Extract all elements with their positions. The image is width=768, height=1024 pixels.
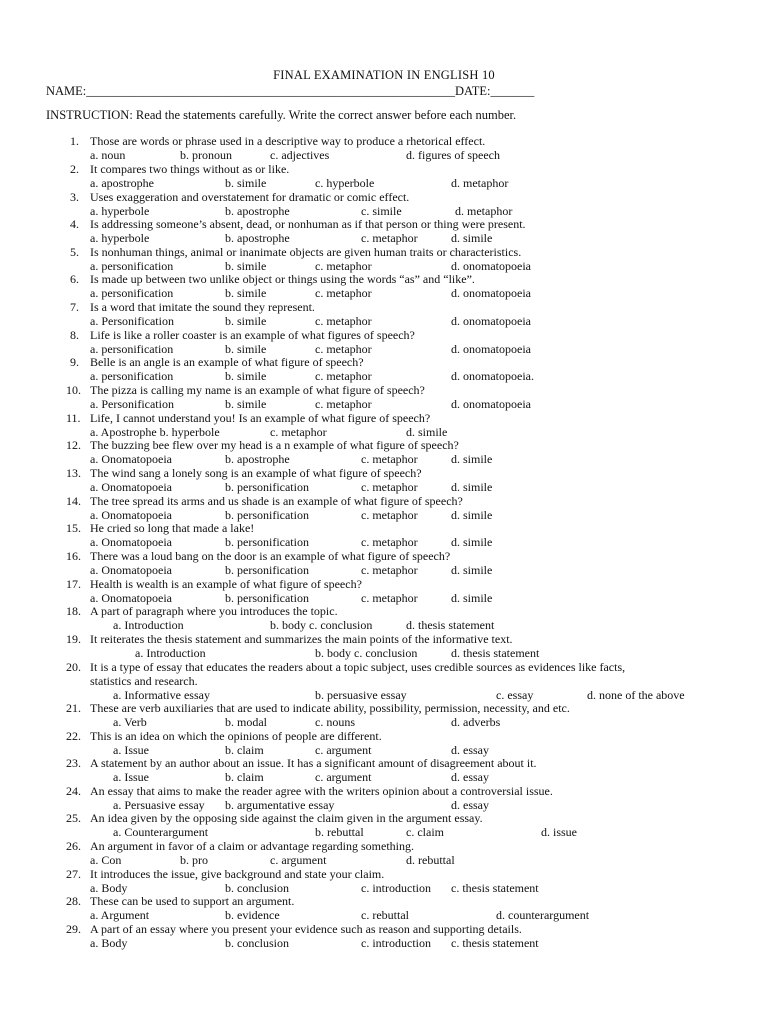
question-number: 13. xyxy=(66,466,81,480)
answer-choice: c. metaphor xyxy=(315,259,372,273)
question-text: An essay that aims to make the reader agree with the writers opinion about a controversial issue. xyxy=(90,784,553,798)
answer-choice: d. onomatopoeia xyxy=(451,342,531,356)
answer-choice: d. metaphor xyxy=(455,204,513,218)
answer-choice: c. rebuttal xyxy=(361,908,409,922)
question-number: 14. xyxy=(66,494,81,508)
answer-choice: a. Counterargument xyxy=(113,825,209,839)
answer-choice: a. Onomatopoeia xyxy=(90,535,172,549)
answer-choice: a. apostrophe xyxy=(90,176,154,190)
question-number: 10. xyxy=(66,383,81,397)
question-text-continued: statistics and research. xyxy=(90,674,198,688)
answer-choice: d. onomatopoeia. xyxy=(451,369,534,383)
answer-choice: b. persuasive essay xyxy=(315,688,407,702)
answer-choice: b. personification xyxy=(225,535,309,549)
question-text: It compares two things without as or like. xyxy=(90,162,290,176)
answer-choice: c. claim xyxy=(406,825,444,839)
question-text: Health is wealth is an example of what figure of speech? xyxy=(90,577,362,591)
answer-choice: b. apostrophe xyxy=(225,231,290,245)
answer-choice: d. onomatopoeia xyxy=(451,397,531,411)
answer-choice: c. hyperbole xyxy=(315,176,375,190)
question-text: This is an idea on which the opinions of people are different. xyxy=(90,729,382,743)
answer-choice: a. Issue xyxy=(113,770,149,784)
question-text: The buzzing bee flew over my head is a n example of what figure of speech? xyxy=(90,438,459,452)
answer-choice: b. argumentative essay xyxy=(225,798,335,812)
answer-choice: c. argument xyxy=(270,853,327,867)
answer-choice: c. metaphor xyxy=(361,535,418,549)
answer-choice: a. Onomatopoeia xyxy=(90,591,172,605)
answer-choice: a. Onomatopoeia xyxy=(90,508,172,522)
answer-choice: b. claim xyxy=(225,743,264,757)
question-number: 18. xyxy=(66,604,81,618)
answer-choice: a. personification xyxy=(90,342,174,356)
answer-choice: a. Body xyxy=(90,936,128,950)
question-text: It is a type of essay that educates the readers about a topic subject, uses credible sources as evidences like facts, xyxy=(90,660,626,674)
answer-choice: d. adverbs xyxy=(451,715,501,729)
answer-choice: b. simile xyxy=(225,286,267,300)
question-number: 6. xyxy=(70,272,79,286)
answer-choice: a. Personification xyxy=(90,314,174,328)
answer-choice: d. simile xyxy=(451,452,493,466)
answer-choice: c. metaphor xyxy=(315,286,372,300)
question-number: 23. xyxy=(66,756,81,770)
answer-choice: a. personification xyxy=(90,286,174,300)
answer-choice: b. pronoun xyxy=(180,148,232,162)
answer-choice: b. modal xyxy=(225,715,267,729)
question-text: An argument in favor of a claim or advantage regarding something. xyxy=(90,839,415,853)
answer-choice: b. personification xyxy=(225,563,309,577)
answer-choice: d. thesis statement xyxy=(451,646,540,660)
answer-choice: a. Onomatopoeia xyxy=(90,480,172,494)
question-number: 22. xyxy=(66,729,81,743)
question-number: 15. xyxy=(66,521,81,535)
answer-choice: d. simile xyxy=(406,425,448,439)
question-text: A statement by an author about an issue. It has a significant amount of disagreement about it. xyxy=(90,756,537,770)
answer-choice: b. apostrophe xyxy=(225,452,290,466)
question-text: The tree spread its arms and us shade is an example of what figure of speech? xyxy=(90,494,463,508)
answer-choice: d. simile xyxy=(451,563,493,577)
answer-choice: b. conclusion xyxy=(225,881,289,895)
answer-choice: c. metaphor xyxy=(315,369,372,383)
answer-choice: c. metaphor xyxy=(315,342,372,356)
question-number: 16. xyxy=(66,549,81,563)
question-text: The wind sang a lonely song is an example of what figure of speech? xyxy=(90,466,422,480)
answer-choice: d. issue xyxy=(541,825,577,839)
question-number: 7. xyxy=(70,300,79,314)
answer-choice: d. onomatopoeia xyxy=(451,314,531,328)
answer-choice: c. adjectives xyxy=(270,148,330,162)
answer-choice: c. thesis statement xyxy=(451,936,539,950)
answer-choice: d. simile xyxy=(451,535,493,549)
answer-choice: c. metaphor xyxy=(315,314,372,328)
question-number: 27. xyxy=(66,867,81,881)
question-text: These are verb auxiliaries that are used to indicate ability, possibility, permission, necessity, and etc. xyxy=(90,701,570,715)
answer-choice: a. personification xyxy=(90,259,174,273)
question-number: 28. xyxy=(66,894,81,908)
question-text: Is a word that imitate the sound they represent. xyxy=(90,300,315,314)
question-text: These can be used to support an argument. xyxy=(90,894,295,908)
question-text: Is addressing someone’s absent, dead, or nonhuman as if that person or thing were present. xyxy=(90,217,526,231)
answer-choice: b. rebuttal xyxy=(315,825,364,839)
answer-choice: b. simile xyxy=(225,176,267,190)
question-text: The pizza is calling my name is an example of what figure of speech? xyxy=(90,383,425,397)
answer-choice: a. hyperbole xyxy=(90,231,150,245)
answer-choice: c. simile xyxy=(361,204,402,218)
question-number: 9. xyxy=(70,355,79,369)
answer-choice: c. nouns xyxy=(315,715,355,729)
answer-choice: c. metaphor xyxy=(270,425,327,439)
answer-choice: b. simile xyxy=(225,342,267,356)
answer-choice: c. metaphor xyxy=(361,480,418,494)
answer-choice: d. simile xyxy=(451,231,493,245)
answer-choice: a. hyperbole xyxy=(90,204,150,218)
answer-choice: a. Apostrophe b. hyperbole xyxy=(90,425,220,439)
answer-choice: a. Verb xyxy=(113,715,147,729)
question-number: 21. xyxy=(66,701,81,715)
answer-choice: a. personification xyxy=(90,369,174,383)
answer-choice: d. simile xyxy=(451,480,493,494)
answer-choice: c. metaphor xyxy=(361,591,418,605)
answer-choice: d. rebuttal xyxy=(406,853,455,867)
answer-choice: c. metaphor xyxy=(315,397,372,411)
answer-choice: c. metaphor xyxy=(361,563,418,577)
question-text: Is made up between two unlike object or things using the words “as” and “like”. xyxy=(90,272,475,286)
question-text: Those are words or phrase used in a descriptive way to produce a rhetorical effect. xyxy=(90,134,486,148)
question-number: 2. xyxy=(70,162,79,176)
question-text: It introduces the issue, give background and state your claim. xyxy=(90,867,385,881)
question-number: 12. xyxy=(66,438,81,452)
answer-choice: d. figures of speech xyxy=(406,148,500,162)
answer-choice: d. counterargument xyxy=(496,908,590,922)
instruction-text: INSTRUCTION: Read the statements carefully. Write the correct answer before each number. xyxy=(46,108,517,122)
question-number: 4. xyxy=(70,217,79,231)
question-text: Belle is an angle is an example of what figure of speech? xyxy=(90,355,364,369)
question-number: 20. xyxy=(66,660,81,674)
answer-choice: a. Introduction xyxy=(135,646,206,660)
answer-choice: b. simile xyxy=(225,259,267,273)
answer-choice: d. onomatopoeia xyxy=(451,259,531,273)
answer-choice: d. simile xyxy=(451,508,493,522)
answer-choice: b. pro xyxy=(180,853,208,867)
question-text: A part of an essay where you present your evidence such as reason and supporting details. xyxy=(90,922,522,936)
question-number: 24. xyxy=(66,784,81,798)
question-number: 8. xyxy=(70,328,79,342)
answer-choice: c. thesis statement xyxy=(451,881,539,895)
answer-choice: d. metaphor xyxy=(451,176,509,190)
question-text: Is nonhuman things, animal or inanimate objects are given human traits or characteristics. xyxy=(90,245,522,259)
answer-choice: a. Onomatopoeia xyxy=(90,563,172,577)
answer-choice: d. none of the above xyxy=(587,688,685,702)
answer-choice: c. metaphor xyxy=(361,452,418,466)
answer-choice: a. Personification xyxy=(90,397,174,411)
answer-choice: d. essay xyxy=(451,743,489,757)
answer-choice: a. noun xyxy=(90,148,126,162)
question-text: A part of paragraph where you introduces the topic. xyxy=(90,604,338,618)
question-number: 19. xyxy=(66,632,81,646)
answer-choice: b. claim xyxy=(225,770,264,784)
answer-choice: d. onomatopoeia xyxy=(451,286,531,300)
answer-choice: b. body c. conclusion xyxy=(315,646,418,660)
answer-choice: c. metaphor xyxy=(361,231,418,245)
answer-choice: b. conclusion xyxy=(225,936,289,950)
question-number: 26. xyxy=(66,839,81,853)
answer-choice: c. essay xyxy=(496,688,534,702)
answer-choice: a. Introduction xyxy=(113,618,184,632)
answer-choice: c. argument xyxy=(315,770,372,784)
answer-choice: d. essay xyxy=(451,770,489,784)
answer-choice: a. Onomatopoeia xyxy=(90,452,172,466)
exam-title: FINAL EXAMINATION IN ENGLISH 10 xyxy=(273,68,495,82)
answer-choice: a. Informative essay xyxy=(113,688,210,702)
question-text: Uses exaggeration and overstatement for dramatic or comic effect. xyxy=(90,190,410,204)
question-number: 11. xyxy=(66,411,81,425)
question-number: 29. xyxy=(66,922,81,936)
answer-choice: b. personification xyxy=(225,480,309,494)
answer-choice: b. simile xyxy=(225,369,267,383)
answer-choice: d. thesis statement xyxy=(406,618,495,632)
question-number: 3. xyxy=(70,190,79,204)
answer-choice: b. body c. conclusion xyxy=(270,618,373,632)
answer-choice: b. evidence xyxy=(225,908,280,922)
answer-choice: b. apostrophe xyxy=(225,204,290,218)
answer-choice: a. Issue xyxy=(113,743,149,757)
question-number: 5. xyxy=(70,245,79,259)
answer-choice: a. Argument xyxy=(90,908,150,922)
name-date-line: NAME:___________________________________________________________DATE:_______ xyxy=(46,84,535,98)
answer-choice: d. simile xyxy=(451,591,493,605)
question-text: It reiterates the thesis statement and summarizes the main points of the informative text. xyxy=(90,632,513,646)
question-text: Life is like a roller coaster is an example of what figures of speech? xyxy=(90,328,415,342)
answer-choice: d. essay xyxy=(451,798,489,812)
answer-choice: c. metaphor xyxy=(361,508,418,522)
answer-choice: c. argument xyxy=(315,743,372,757)
question-number: 25. xyxy=(66,811,81,825)
question-number: 17. xyxy=(66,577,81,591)
answer-choice: a. Con xyxy=(90,853,122,867)
answer-choice: b. personification xyxy=(225,591,309,605)
answer-choice: b. simile xyxy=(225,397,267,411)
answer-choice: a. Persuasive essay xyxy=(113,798,205,812)
answer-choice: c. introduction xyxy=(361,936,431,950)
answer-choice: b. personification xyxy=(225,508,309,522)
question-text: Life, I cannot understand you! Is an example of what figure of speech? xyxy=(90,411,431,425)
question-text: An idea given by the opposing side against the claim given in the argument essay. xyxy=(90,811,483,825)
answer-choice: b. simile xyxy=(225,314,267,328)
answer-choice: c. introduction xyxy=(361,881,431,895)
question-number: 1. xyxy=(70,134,79,148)
answer-choice: a. Body xyxy=(90,881,128,895)
question-text: There was a loud bang on the door is an example of what figure of speech? xyxy=(90,549,451,563)
question-text: He cried so long that made a lake! xyxy=(90,521,255,535)
